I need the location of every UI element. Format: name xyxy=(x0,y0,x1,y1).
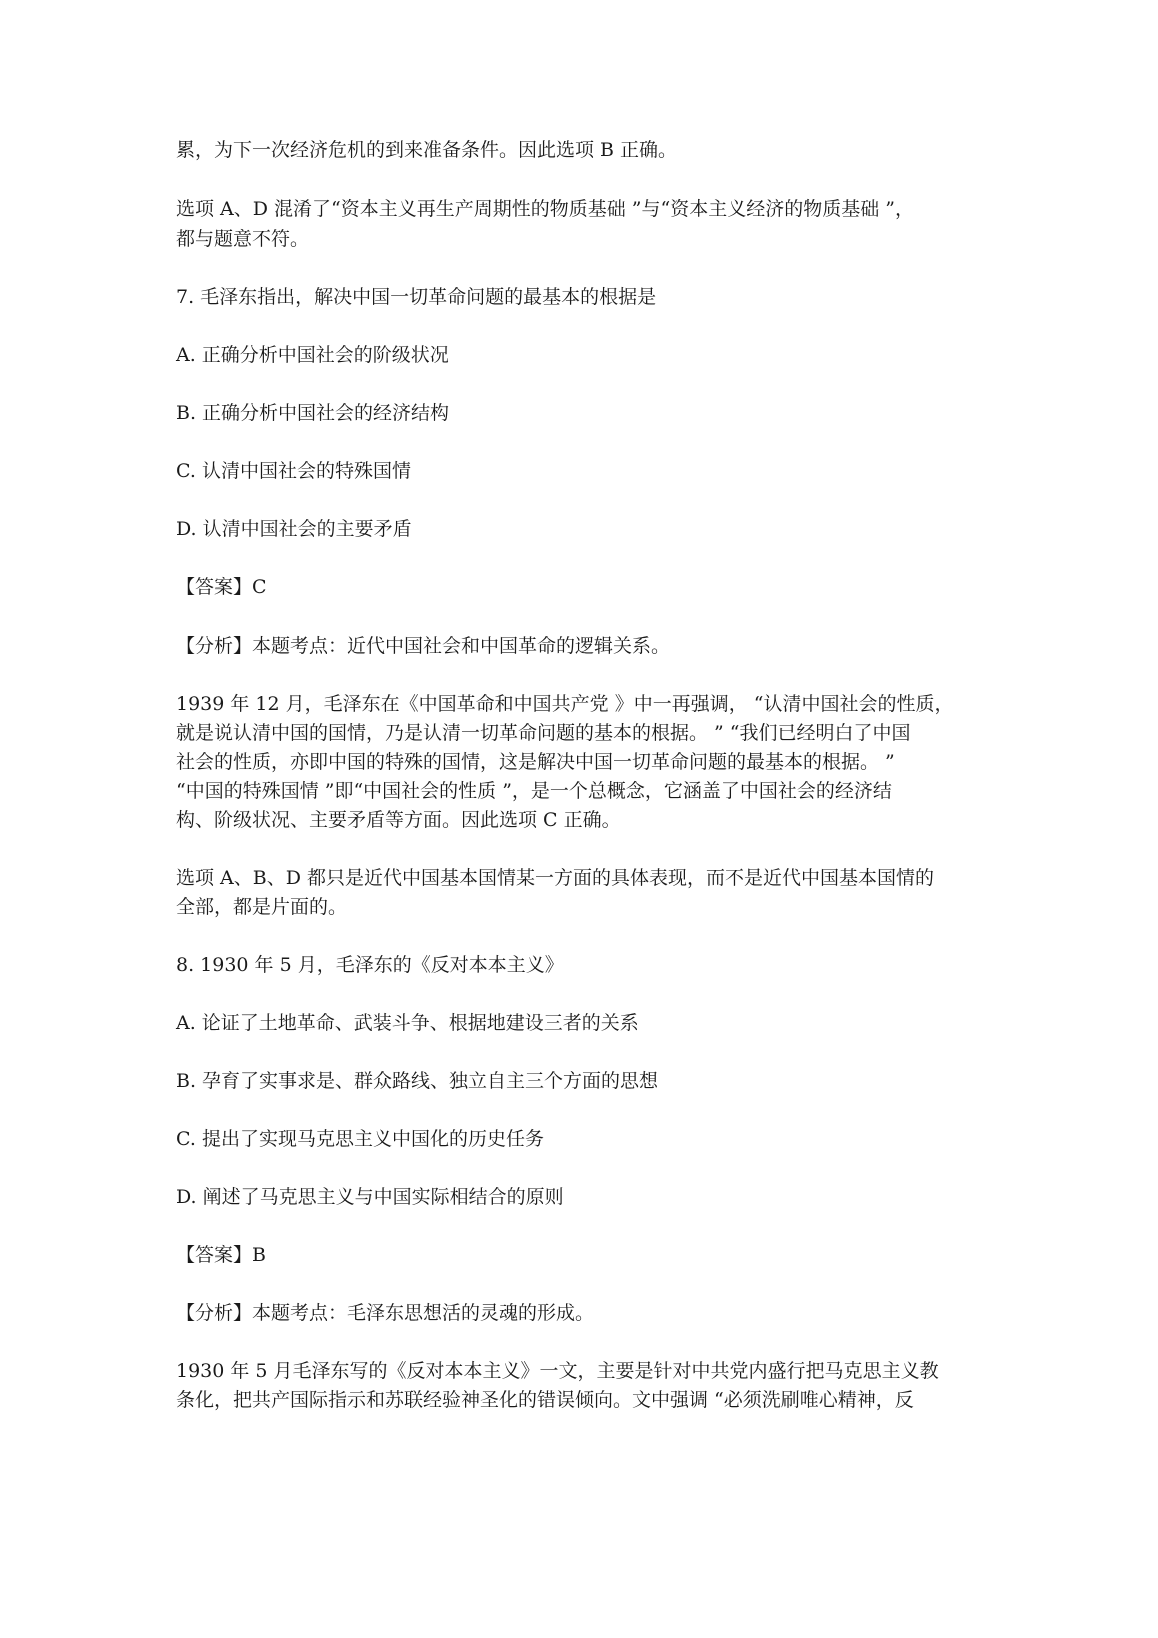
question-7-stem: 7. 毛泽东指出，解决中国一切革命问题的最基本的根据是 xyxy=(176,286,657,308)
text-line: 选项 A、D 混淆了“资本主义再生产周期性的物质基础 ”与“资本主义经济的物质基础 ”， xyxy=(176,198,914,220)
question-8-option-c: C. 提出了实现马克思主义中国化的历史任务 xyxy=(176,1128,544,1150)
question-8-analysis-heading: 【分析】本题考点：毛泽东思想活的灵魂的形成。 xyxy=(176,1302,595,1324)
question-7-option-c: C. 认清中国社会的特殊国情 xyxy=(176,460,411,482)
question-7-analysis-heading: 【分析】本题考点：近代中国社会和中国革命的逻辑关系。 xyxy=(176,635,671,657)
question-8-option-d: D. 阐述了马克思主义与中国实际相结合的原则 xyxy=(176,1186,564,1208)
question-8-option-b: B. 孕育了实事求是、群众路线、独立自主三个方面的思想 xyxy=(176,1070,659,1092)
question-7-answer: 【答案】C xyxy=(176,576,267,598)
text-line: 构、阶级状况、主要矛盾等方面。因此选项 C 正确。 xyxy=(176,809,621,831)
text-line: 累，为下一次经济危机的到来准备条件。因此选项 B 正确。 xyxy=(176,139,678,161)
question-7-option-d: D. 认清中国社会的主要矛盾 xyxy=(176,518,412,540)
text-line: 1939 年 12 月，毛泽东在《中国革命和中国共产党 》中一再强调， “认清中国社会的性质， xyxy=(176,693,954,715)
question-8-stem: 8. 1930 年 5 月，毛泽东的《反对本本主义》 xyxy=(176,954,564,976)
text-line: 社会的性质，亦即中国的特殊的国情，这是解决中国一切革命问题的最基本的根据。 ” xyxy=(176,751,895,773)
text-line: 1930 年 5 月毛泽东写的《反对本本主义》一文，主要是针对中共党内盛行把马克思主义教 xyxy=(176,1360,939,1382)
text-line: 全部，都是片面的。 xyxy=(176,896,348,918)
question-8-answer: 【答案】B xyxy=(176,1244,266,1266)
text-line: 条化，把共产国际指示和苏联经验神圣化的错误倾向。文中强调 “必须洗刷唯心精神，反 xyxy=(176,1389,914,1411)
text-line: 就是说认清中国的国情，乃是认清一切革命问题的基本的根据。 ” “我们已经明白了中国 xyxy=(176,722,911,744)
question-8-option-a: A. 论证了土地革命、武装斗争、根据地建设三者的关系 xyxy=(176,1012,639,1034)
text-line: 都与题意不符。 xyxy=(176,228,310,250)
question-7-option-b: B. 正确分析中国社会的经济结构 xyxy=(176,402,450,424)
text-line: “中国的特殊国情 ”即“中国社会的性质 ”，是一个总概念，它涵盖了中国社会的经济结 xyxy=(176,780,892,802)
question-7-option-a: A. 正确分析中国社会的阶级状况 xyxy=(176,344,449,366)
text-line: 选项 A、B、D 都只是近代中国基本国情某一方面的具体表现，而不是近代中国基本国情的 xyxy=(176,867,934,889)
